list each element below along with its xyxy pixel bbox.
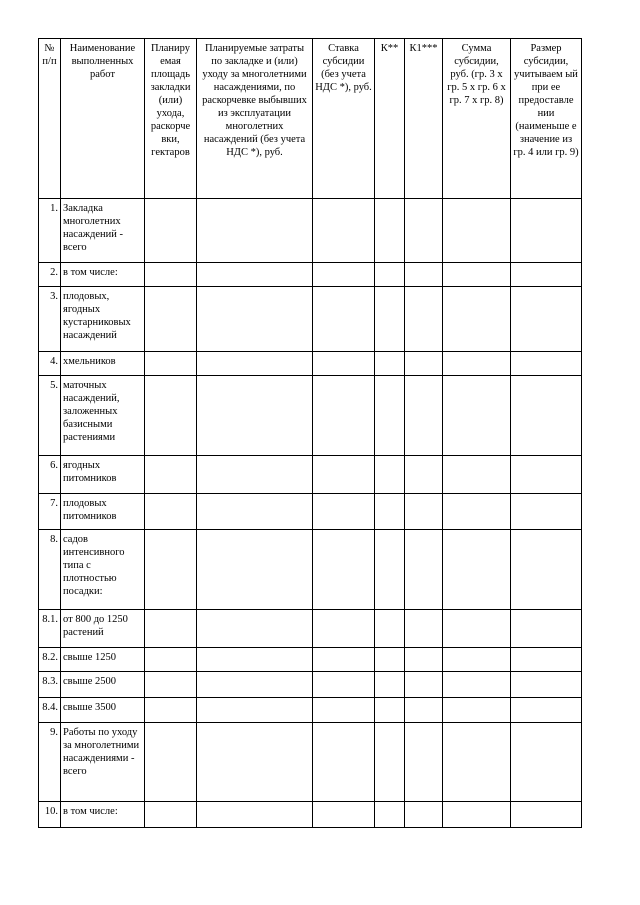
row-number: 8.3.: [39, 672, 61, 698]
table-cell: [443, 723, 511, 802]
row-work-name: в том числе:: [61, 802, 145, 828]
row-work-name: плодовых, ягодных кустарниковых насаждений: [61, 287, 145, 352]
row-number: 10.: [39, 802, 61, 828]
table-cell: [405, 802, 443, 828]
table-cell: [405, 376, 443, 456]
table-cell: [405, 494, 443, 530]
table-row: [39, 199, 582, 263]
table-cell: [145, 723, 197, 802]
table-cell: [197, 376, 313, 456]
table-cell: [145, 456, 197, 494]
row-number: 8.2.: [39, 648, 61, 672]
table-cell: [197, 456, 313, 494]
table-cell: [145, 199, 197, 263]
table-cell: [313, 494, 375, 530]
table-cell: [197, 352, 313, 376]
table-cell: [375, 723, 405, 802]
table-cell: [197, 698, 313, 723]
table-cell: [197, 672, 313, 698]
table-cell: [197, 802, 313, 828]
table-cell: [443, 530, 511, 610]
row-work-name: хмельников: [61, 352, 145, 376]
table-cell: [313, 648, 375, 672]
row-work-name: свыше 2500: [61, 672, 145, 698]
subsidy-calculation-table: [38, 38, 582, 828]
table-cell: [443, 648, 511, 672]
table-cell: [405, 698, 443, 723]
table-cell: [145, 352, 197, 376]
table-cell: [145, 287, 197, 352]
table-cell: [197, 287, 313, 352]
table-cell: [313, 199, 375, 263]
table-cell: [313, 530, 375, 610]
table-cell: [197, 530, 313, 610]
table-cell: [443, 698, 511, 723]
table-cell: [405, 352, 443, 376]
table-cell: [197, 610, 313, 648]
table-cell: [405, 723, 443, 802]
header-col-7: К1***: [405, 39, 443, 199]
table-cell: [375, 494, 405, 530]
table-cell: [313, 456, 375, 494]
table-cell: [375, 456, 405, 494]
table-cell: [197, 199, 313, 263]
table-cell: [313, 723, 375, 802]
table-cell: [511, 610, 582, 648]
table-cell: [313, 610, 375, 648]
row-number: 9.: [39, 723, 61, 802]
table-cell: [511, 376, 582, 456]
table-cell: [405, 456, 443, 494]
table-row: [39, 287, 582, 352]
table-cell: [375, 352, 405, 376]
table-cell: [511, 672, 582, 698]
row-work-name: ягодных питомников: [61, 456, 145, 494]
table-row: [39, 456, 582, 494]
table-row: [39, 352, 582, 376]
table-cell: [197, 648, 313, 672]
table-cell: [313, 287, 375, 352]
table-cell: [375, 802, 405, 828]
table-cell: [375, 376, 405, 456]
table-row: [39, 698, 582, 723]
table-cell: [443, 672, 511, 698]
table-cell: [375, 698, 405, 723]
table-cell: [511, 494, 582, 530]
header-col-1: № п/п: [39, 39, 61, 199]
table-cell: [511, 530, 582, 610]
table-row: [39, 672, 582, 698]
table-cell: [313, 802, 375, 828]
table-cell: [375, 672, 405, 698]
row-number: 4.: [39, 352, 61, 376]
table-cell: [145, 802, 197, 828]
table-cell: [313, 672, 375, 698]
table-cell: [145, 648, 197, 672]
table-cell: [375, 648, 405, 672]
table-cell: [443, 352, 511, 376]
row-work-name: Закладка многолетних насаждений - всего: [61, 199, 145, 263]
table-cell: [511, 723, 582, 802]
row-number: 6.: [39, 456, 61, 494]
row-number: 2.: [39, 263, 61, 287]
table-cell: [313, 698, 375, 723]
table-cell: [145, 376, 197, 456]
table-cell: [405, 648, 443, 672]
table-cell: [145, 672, 197, 698]
table-row: [39, 723, 582, 802]
row-work-name: свыше 3500: [61, 698, 145, 723]
table-cell: [443, 610, 511, 648]
row-work-name: плодовых питомников: [61, 494, 145, 530]
table-cell: [405, 263, 443, 287]
table-cell: [197, 494, 313, 530]
table-row: [39, 376, 582, 456]
row-work-name: Работы по уходу за многолетними насаждениями - всего: [61, 723, 145, 802]
table-row: [39, 530, 582, 610]
table-cell: [443, 263, 511, 287]
table-cell: [511, 802, 582, 828]
table-cell: [375, 287, 405, 352]
header-col-6: К**: [375, 39, 405, 199]
header-col-4: Планируемые затраты по закладке и (или) уходу за многолетними насаждениями, по раскорчевке выбывших из эксплуатации многолетних насаждений (без учета НДС *), руб.: [197, 39, 313, 199]
header-col-8: Сумма субсидии, руб. (гр. 3 x гр. 5 x гр. 6 x гр. 7 x гр. 8): [443, 39, 511, 199]
table-cell: [197, 723, 313, 802]
table-cell: [443, 287, 511, 352]
row-number: 7.: [39, 494, 61, 530]
row-number: 8.1.: [39, 610, 61, 648]
table-cell: [511, 648, 582, 672]
table-cell: [511, 456, 582, 494]
table-cell: [443, 376, 511, 456]
row-work-name: садов интенсивного типа с плотностью посадки:: [61, 530, 145, 610]
table-cell: [405, 530, 443, 610]
table-cell: [511, 287, 582, 352]
row-number: 1.: [39, 199, 61, 263]
row-number: 5.: [39, 376, 61, 456]
row-work-name: в том числе:: [61, 263, 145, 287]
table-cell: [375, 263, 405, 287]
table-cell: [145, 530, 197, 610]
row-work-name: от 800 до 1250 растений: [61, 610, 145, 648]
table-cell: [443, 802, 511, 828]
table-cell: [313, 376, 375, 456]
row-number: 3.: [39, 287, 61, 352]
table-cell: [145, 610, 197, 648]
table-cell: [405, 287, 443, 352]
table-cell: [375, 199, 405, 263]
table-cell: [313, 352, 375, 376]
header-col-3: Планиру емая площадь закладки (или) ухода, раскорче вки, гектаров: [145, 39, 197, 199]
table-cell: [375, 610, 405, 648]
row-work-name: маточных насаждений, заложенных базисными растениями: [61, 376, 145, 456]
table-cell: [145, 698, 197, 723]
table-row: [39, 494, 582, 530]
table-header-row: [39, 39, 582, 199]
table-cell: [511, 199, 582, 263]
table-row: [39, 263, 582, 287]
table-row: [39, 610, 582, 648]
table-cell: [405, 610, 443, 648]
table-cell: [511, 698, 582, 723]
table-cell: [313, 263, 375, 287]
table-cell: [511, 352, 582, 376]
table-row: [39, 802, 582, 828]
table-cell: [197, 263, 313, 287]
table-cell: [405, 672, 443, 698]
header-col-2: Наименование выполненных работ: [61, 39, 145, 199]
table-cell: [511, 263, 582, 287]
header-col-5: Ставка субсидии (без учета НДС *), руб.: [313, 39, 375, 199]
table-cell: [375, 530, 405, 610]
header-col-9: Размер субсидии, учитываем ый при ее предоставле нии (наименьше е значение из гр. 4 или гр. 9): [511, 39, 582, 199]
table-cell: [145, 263, 197, 287]
table-cell: [443, 494, 511, 530]
table-cell: [405, 199, 443, 263]
row-work-name: свыше 1250: [61, 648, 145, 672]
table-cell: [145, 494, 197, 530]
table-row: [39, 648, 582, 672]
table-cell: [443, 199, 511, 263]
row-number: 8.: [39, 530, 61, 610]
table-cell: [443, 456, 511, 494]
row-number: 8.4.: [39, 698, 61, 723]
